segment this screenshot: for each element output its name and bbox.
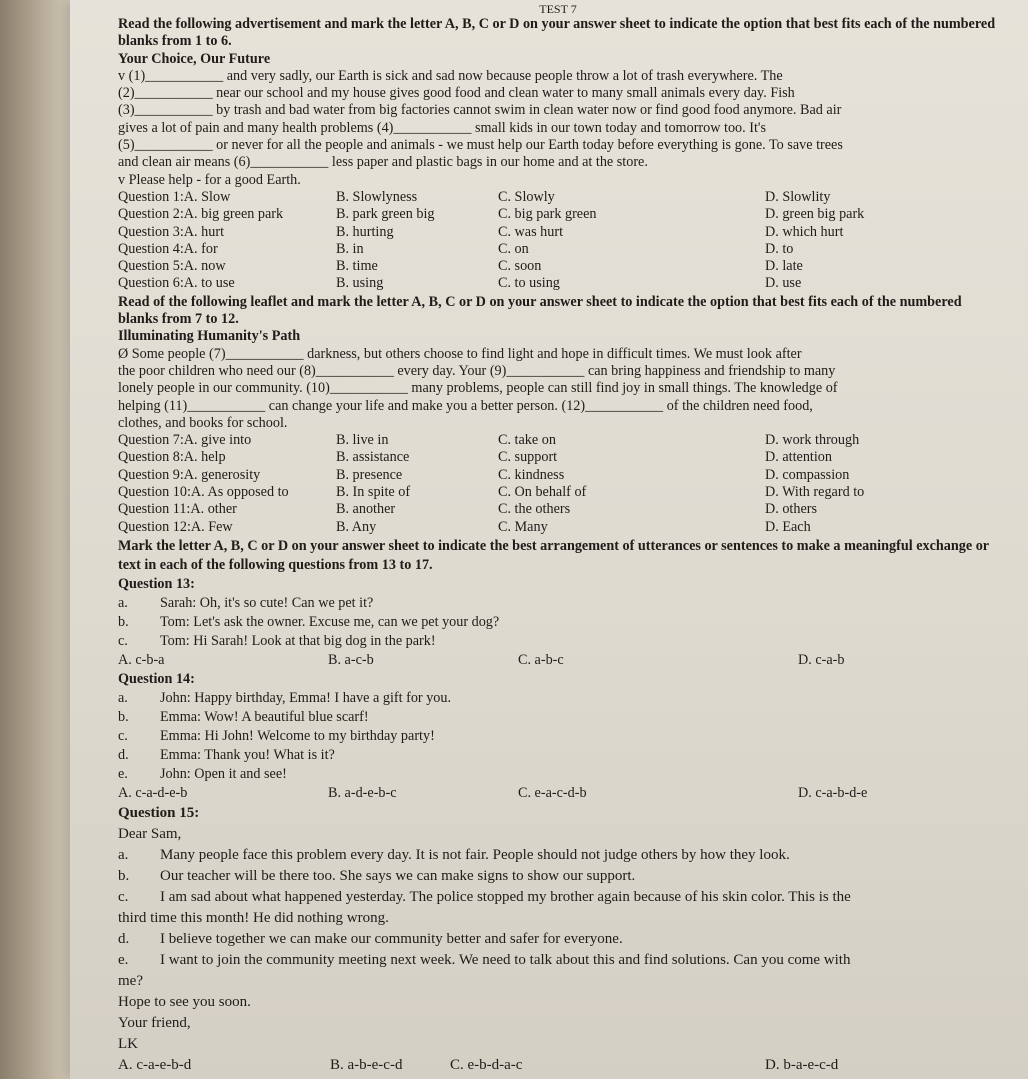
answer-d: D. c-a-b (798, 651, 845, 668)
answer-row (118, 784, 998, 803)
part1-questions (118, 189, 998, 293)
option-a: Question 8:A. help (118, 449, 226, 466)
list-item (118, 708, 998, 727)
option-d: D. late (765, 258, 803, 275)
item-label: e. (118, 765, 128, 782)
passage-line: the poor children who need our (8)___________ every day. Your (9)___________ can bring happiness and friendship to many (118, 362, 836, 379)
option-d: D. Slowlity (765, 188, 831, 205)
list-item (118, 950, 998, 971)
item-text: I want to join the community meeting next week. We need to talk about this and find solutions. Can you come with (160, 951, 851, 968)
item-label: a. (118, 846, 129, 863)
answer-row (118, 651, 998, 670)
question-row (118, 467, 998, 484)
part1-passage (118, 68, 998, 189)
option-b: B. hurting (336, 223, 394, 240)
part2-title: Illuminating Humanity's Path (118, 328, 301, 345)
item-text: John: Happy birthday, Emma! I have a gift for you. (160, 689, 452, 706)
option-a: Question 5:A. now (118, 258, 226, 275)
option-a: Question 6:A. to use (118, 275, 235, 292)
part2-instruction: Read of the following leaflet and mark the letter A, B, C or D on your answer sheet to indicate the option that best fits each of the numbered blanks from 7 to 12. (118, 293, 962, 328)
option-d: D. use (765, 275, 802, 292)
passage-line: gives a lot of pain and many health problems (4)___________ small kids in our town today and tomorrow too. It's (118, 119, 766, 136)
item-label: a. (118, 689, 128, 706)
item-label: d. (118, 746, 129, 763)
option-b: B. using (336, 275, 384, 292)
passage-line: and clean air means (6)___________ less paper and plastic bags in our home and at the store. (118, 154, 648, 171)
answer-c: C. e-a-c-d-b (518, 784, 587, 801)
list-item (118, 929, 998, 950)
list-item (118, 746, 998, 765)
item-text: Emma: Hi John! Welcome to my birthday party! (160, 727, 435, 744)
answer-row (118, 1055, 998, 1076)
list-item (118, 765, 998, 784)
item-text-continued: me? (118, 972, 143, 989)
part1-instruction: Read the following advertisement and mark the letter A, B, C or D on your answer sheet to indicate the option that best fits each of the numbered blanks from 1 to 6. (118, 16, 996, 50)
option-d: D. attention (765, 449, 832, 466)
answer-c: C. e-b-d-a-c (450, 1056, 523, 1073)
question-14 (118, 670, 998, 803)
option-a: Question 10:A. As opposed to (118, 484, 289, 501)
question-row (118, 241, 998, 258)
option-c: C. kindness (498, 466, 565, 483)
item-text: John: Open it and see! (160, 765, 287, 782)
document-body (118, 2, 998, 1076)
option-d: D. others (765, 501, 818, 518)
option-c: C. to using (498, 275, 560, 292)
option-a: Question 7:A. give into (118, 432, 252, 449)
option-b: B. presence (336, 466, 403, 483)
item-text: Tom: Let's ask the owner. Excuse me, can we pet your dog? (160, 613, 500, 630)
desk-background (0, 0, 70, 1079)
answer-b: B. a-b-e-c-d (330, 1056, 403, 1073)
option-b: B. Slowlyness (336, 188, 418, 205)
item-text: Emma: Thank you! What is it? (160, 746, 335, 763)
option-c: C. support (498, 449, 558, 466)
option-d: D. With regard to (765, 484, 865, 501)
question-13 (118, 575, 998, 670)
option-b: B. live in (336, 432, 389, 449)
list-item (118, 866, 998, 887)
question-row (118, 484, 998, 501)
item-label: c. (118, 727, 128, 744)
item-label: b. (118, 867, 130, 884)
option-d: D. to (765, 240, 794, 257)
question-row (118, 501, 998, 518)
letter-closing: Hope to see you soon. (118, 993, 251, 1010)
passage-line: (5)___________ or never for all the people and animals - we must help our Earth today before everything is gone. To save trees (118, 137, 843, 154)
list-item (118, 613, 998, 632)
option-c: C. Slowly (498, 188, 555, 205)
part3-instruction: Mark the letter A, B, C or D on your answer sheet to indicate the best arrangement of utterances or sentences to make a meaningful exchange or text in each of the following questions from 13 to 17. (118, 537, 989, 573)
option-c: C. was hurt (498, 223, 564, 240)
option-d: D. Each (765, 518, 811, 535)
letter-greeting: Dear Sam, (118, 825, 182, 842)
option-b: B. time (336, 258, 378, 275)
passage-line: lonely people in our community. (10)___________ many problems, people can still find joy in small things. The knowledge of (118, 380, 838, 397)
list-item (118, 845, 998, 866)
list-item (118, 727, 998, 746)
option-c: C. on (498, 240, 529, 257)
test-title: TEST 7 (539, 2, 577, 16)
answer-a: A. c-a-e-b-d (118, 1056, 192, 1073)
item-text: Many people face this problem every day. It is not fair. People should not judge others by how they look. (160, 846, 790, 863)
option-a: Question 1:A. Slow (118, 188, 231, 205)
passage-line: v Please help - for a good Earth. (118, 171, 301, 188)
item-text: Emma: Wow! A beautiful blue scarf! (160, 708, 369, 725)
option-c: C. the others (498, 501, 571, 518)
item-text: I believe together we can make our community better and safer for everyone. (160, 930, 623, 947)
question-row (118, 449, 998, 466)
option-c: C. Many (498, 518, 548, 535)
question-14-title: Question 14: (118, 670, 195, 687)
question-row (118, 432, 998, 449)
option-b: B. another (336, 501, 396, 518)
answer-d: D. b-a-e-c-d (765, 1056, 839, 1073)
item-text: I am sad about what happened yesterday. The police stopped my brother again because of his skin color. This is the (160, 888, 851, 905)
option-a: Question 12:A. Few (118, 518, 233, 535)
option-b: B. in (336, 240, 364, 257)
item-label: e. (118, 951, 129, 968)
option-c: C. big park green (498, 206, 597, 223)
list-item (118, 887, 998, 908)
option-c: C. take on (498, 432, 556, 449)
question-row (118, 275, 998, 292)
answer-c: C. a-b-c (518, 651, 564, 668)
option-d: D. compassion (765, 466, 850, 483)
option-a: Question 2:A. big green park (118, 206, 284, 223)
item-label: c. (118, 888, 129, 905)
answer-a: A. c-a-d-e-b (118, 784, 188, 801)
question-row (118, 224, 998, 241)
item-text: Tom: Hi Sarah! Look at that big dog in the park! (160, 632, 436, 649)
item-text: Our teacher will be there too. She says we can make signs to show our support. (160, 867, 636, 884)
passage-line: (3)___________ by trash and bad water from big factories cannot swim in clean water now or find good food anymore. Bad air (118, 102, 842, 119)
option-a: Question 11:A. other (118, 501, 237, 518)
question-row (118, 519, 998, 536)
item-label: b. (118, 708, 129, 725)
part1-title: Your Choice, Our Future (118, 50, 271, 67)
list-item (118, 632, 998, 651)
option-d: D. green big park (765, 206, 865, 223)
answer-a: A. c-b-a (118, 651, 165, 668)
question-row (118, 189, 998, 206)
passage-line: Ø Some people (7)___________ darkness, but others choose to find light and hope in difficult times. We must look after (118, 345, 802, 362)
item-label: d. (118, 930, 130, 947)
question-13-title: Question 13: (118, 575, 195, 592)
option-a: Question 4:A. for (118, 240, 218, 257)
part2-questions (118, 432, 998, 536)
passage-line: helping (11)___________ can change your life and make you a better person. (12)___________ of the children need food, (118, 397, 813, 414)
part2-passage (118, 346, 998, 432)
option-b: B. Any (336, 518, 377, 535)
list-item (118, 594, 998, 613)
option-b: B. assistance (336, 449, 410, 466)
question-15-title: Question 15: (118, 804, 200, 821)
passage-line: clothes, and books for school. (118, 414, 288, 431)
question-row (118, 206, 998, 223)
question-row (118, 258, 998, 275)
answer-b: B. a-c-b (328, 651, 374, 668)
letter-signoff: Your friend, (118, 1014, 191, 1031)
passage-line: v (1)___________ and very sadly, our Earth is sick and sad now because people throw a lot of trash everywhere. The (118, 67, 783, 84)
option-b: B. park green big (336, 206, 435, 223)
letter-signature: LK (118, 1035, 138, 1052)
item-label: c. (118, 632, 128, 649)
list-item (118, 689, 998, 708)
item-label: b. (118, 613, 129, 630)
item-text-continued: third time this month! He did nothing wrong. (118, 909, 389, 926)
item-label: a. (118, 594, 128, 611)
answer-d: D. c-a-b-d-e (798, 784, 868, 801)
option-a: Question 9:A. generosity (118, 466, 261, 483)
option-a: Question 3:A. hurt (118, 223, 225, 240)
option-d: D. work through (765, 432, 860, 449)
item-text: Sarah: Oh, it's so cute! Can we pet it? (160, 594, 374, 611)
option-d: D. which hurt (765, 223, 844, 240)
answer-b: B. a-d-e-b-c (328, 784, 397, 801)
option-c: C. soon (498, 258, 542, 275)
option-c: C. On behalf of (498, 484, 587, 501)
question-15 (118, 803, 998, 1076)
option-b: B. In spite of (336, 484, 411, 501)
passage-line: (2)___________ near our school and my house gives good food and clean water to many small animals every day. Fish (118, 85, 795, 102)
